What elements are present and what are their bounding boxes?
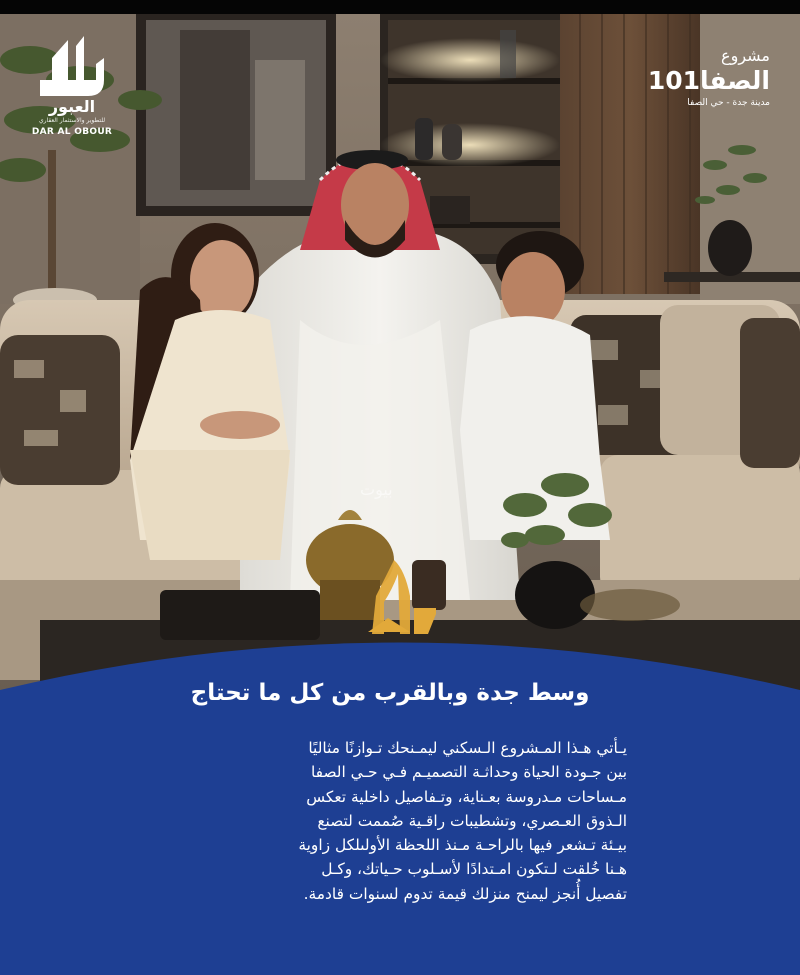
description-line: الـذوق العـصري، وتشطيبات راقـية صُممت لتصنع [317,811,627,830]
project-name: الصفا101 [647,66,770,95]
headline: وسط جدة وبالقرب من كل ما تحتاج [190,680,590,706]
brand-tagline: للتطوير والاستثمار العقاري [38,117,106,124]
description-line: تفصيل أُنجز ليمنح منزلك قيمة تدوم لسنوات قادمة. [303,884,627,903]
description-paragraph [175,736,627,906]
center-brand-emblem [368,560,436,634]
description-line: يـأتي هـذا المـشروع الـسكني ليمـنحك تـوازنًا مثاليًا [308,739,627,757]
description-line: بين جـودة الحياة وحداثـة التصميـم فـي حـي الصفا [310,763,627,782]
brand-name-english: DAR AL OBOUR [31,127,113,137]
watermark: بيوت [360,480,393,499]
description-line: مـساحات مـدروسة بعـناية، وتـفاصيل داخلية تعكس [306,787,627,806]
project-block [590,46,770,110]
brand-name-arabic: العبور [48,97,96,116]
project-label: مشروع [721,46,770,65]
description-line: هـنا خُلقت لـتكون امـتدادًا لأسـلوب حـياتك، وكـل [321,860,627,879]
project-location: مدينة جدة - حي الصفا [687,98,770,108]
description-line: بيـئة تـشعر فيها بالراحـة مـنذ اللحظة الأولىلكل زاوية [298,836,627,855]
